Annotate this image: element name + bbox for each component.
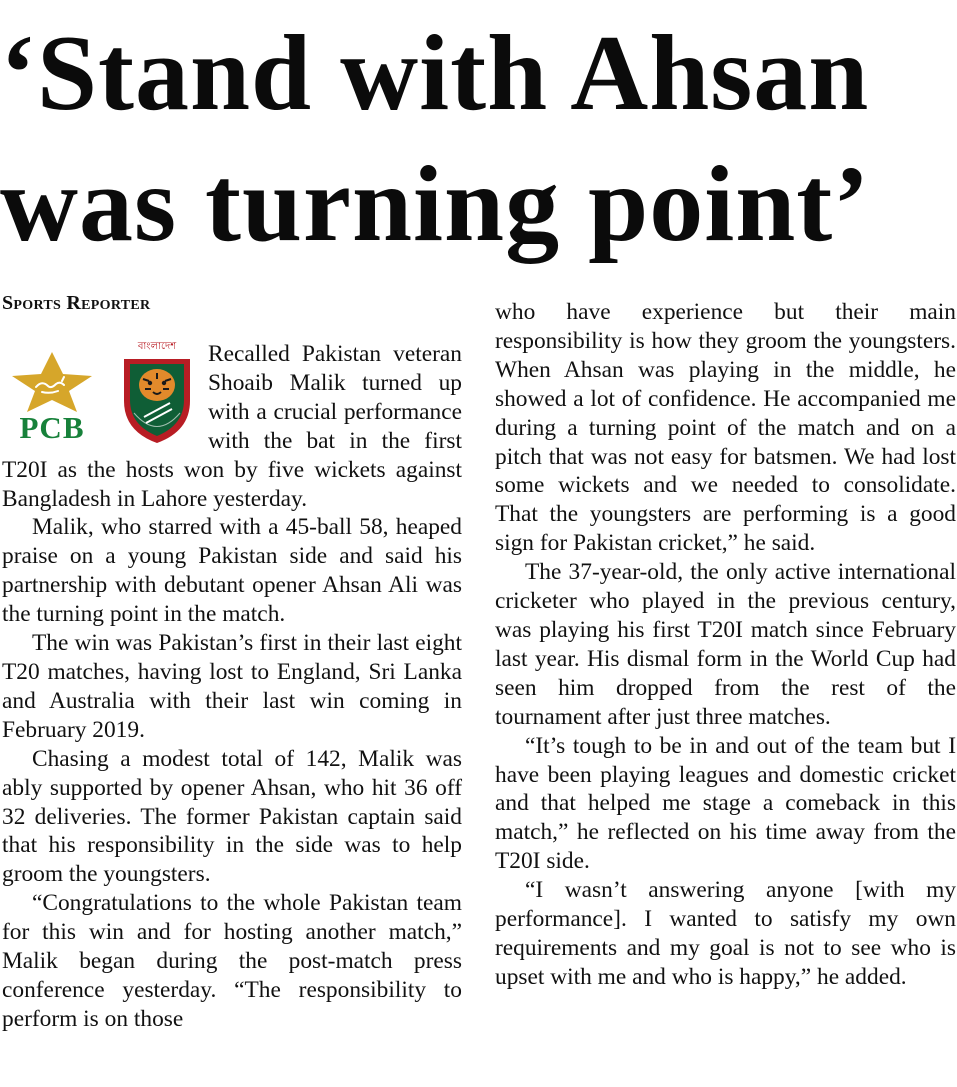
paragraph-2: Malik, who starred with a 45-ball 58, heaped praise on a young Pakistan side and said his partnership with debutant opener Ahsan Ali was the turning point in the match.: [2, 514, 462, 628]
paragraph-7: The 37-year-old, the only active international cricketer who played in the previous century, was playing his first T20I match since February last year. His dismal form in the World Cup had seen him dropped from the rest of the tournament after just three matches.: [495, 559, 956, 730]
paragraph-1: Recalled Pakistan veteran Shoaib Malik turned up with a crucial performance with the bat in the first T20I as the hosts won by five wickets against Bangladesh in Lahore yesterday.: [2, 341, 462, 512]
pcb-logo-text: PCB: [19, 410, 85, 445]
article-column-left: [2, 340, 462, 1034]
bcb-logo: [114, 343, 200, 447]
byline: Sports Reporter: [2, 292, 151, 314]
headline-line-2: was turning point’: [0, 145, 871, 264]
paragraph-8: “It’s tough to be in and out of the team but I have been playing leagues and domestic cricket and that helped me stage a comeback in this match,” he reflected on his time away from the T20I side.: [495, 732, 956, 875]
paragraph-3: The win was Pakistan’s first in their last eight T20 matches, having lost to England, Sri Lanka and Australia with their last win coming in February 2019.: [2, 630, 462, 743]
logos: [2, 343, 202, 447]
paragraph-6: who have experience but their main responsibility is how they groom the youngsters. When Ahsan was playing in the middle, he showed a lot of confidence. He accompanied me during a turning point of the match and on a pitch that was not easy for batsmen. We had lost some wickets and we needed to consolidate. That the youngsters are performing is a good sign for Pakistan cricket,” he said.: [495, 299, 956, 557]
pcb-logo: [6, 350, 98, 446]
article-column-right: [495, 298, 956, 992]
paragraph-4: Chasing a modest total of 142, Malik was ably supported by opener Ahsan, who hit 36 off 32 deliveries. The former Pakistan captain said that his responsibility in the side was to help groom the youngsters.: [2, 745, 462, 888]
paragraph-9: “I wasn’t answering anyone [with my performance]. I wanted to satisfy my own requirements and my goal is not to see who is upset with me and who is happy,” he added.: [495, 877, 956, 990]
pcb-star-icon: [6, 350, 98, 414]
headline-line-1: ‘Stand with Ahsan: [0, 14, 870, 133]
paragraph-5: “Congratulations to the whole Pakistan team for this win and for hosting another match,” Malik began during the post-match press conference yesterday. “The responsibility to perform is on those: [2, 890, 462, 1032]
tiger-shield-icon: [114, 343, 200, 447]
headline: [0, 0, 957, 270]
bcb-logo-top-text: বাংলাদেশ: [137, 341, 177, 352]
